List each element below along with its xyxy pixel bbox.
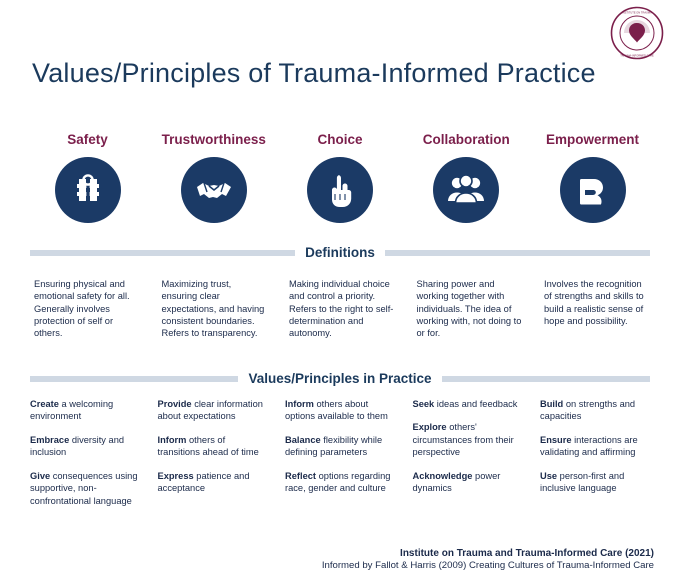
- group-people-icon: [445, 172, 487, 208]
- list-item: [30, 470, 140, 507]
- practice-rest: person-first and inclusive language: [540, 470, 625, 494]
- practice-lead: Provide: [157, 399, 192, 409]
- practice-rest: consequences using supportive, non-confrontational language: [30, 470, 138, 506]
- practice-lead: Balance: [285, 434, 321, 445]
- handshake-icon: [193, 169, 235, 211]
- list-item: [285, 398, 395, 423]
- principle-column-choice: [283, 132, 398, 223]
- practice-label: Values/Principles in Practice: [248, 371, 432, 386]
- life-vest-icon: [68, 170, 108, 210]
- practice-lead: Inform: [157, 434, 187, 445]
- practice-lead: Use: [540, 470, 558, 481]
- collaboration-icon-circle: [433, 157, 499, 223]
- column-title: Collaboration: [422, 132, 510, 147]
- divider-left: [30, 250, 295, 256]
- pointing-hand-icon: [322, 170, 358, 210]
- principle-column-empowerment: [535, 132, 650, 223]
- list-item: [413, 470, 523, 495]
- practice-lead: Explore: [412, 422, 447, 433]
- divider-left: [30, 376, 238, 382]
- practice-rest: ideas and feedback: [434, 399, 518, 409]
- definition-collaboration: Sharing power and working together with individuals. The idea of working with, not doing to or for.: [416, 279, 522, 339]
- practices-collaboration: [413, 398, 523, 518]
- definition-choice: Making individual choice and control a priority. Refers to the right to self-determination and autonomy.: [289, 279, 394, 339]
- practice-rest: others about options available to them: [285, 399, 388, 422]
- practices-safety: [30, 398, 140, 518]
- practices-empowerment: [540, 398, 650, 518]
- practice-rest: flexibility while defining parameters: [285, 434, 383, 458]
- definitions-section-bar: [30, 245, 650, 260]
- practices-trustworthiness: [158, 398, 268, 518]
- practice-rest: clear information about expectations: [157, 399, 263, 422]
- practice-lead: Inform: [285, 399, 314, 409]
- practice-rest: diversity and inclusion: [30, 434, 125, 458]
- page-title: Values/Principles of Trauma-Informed Practice: [32, 58, 596, 88]
- practice-rest: on strengths and capacities: [540, 399, 636, 422]
- footer-source: Institute on Trauma and Trauma-Informed Care (2021): [400, 548, 654, 559]
- practice-lead: Express: [157, 470, 194, 481]
- list-item: [413, 398, 523, 410]
- practice-rest: patience and acceptance: [157, 470, 250, 494]
- list-item: [540, 470, 650, 495]
- definition-trustworthiness: Maximizing trust, ensuring clear expectations, and having consistent boundaries. Refers to transparency.: [161, 279, 265, 339]
- practice-rest: options regarding race, gender and culture: [285, 470, 391, 494]
- principle-column-collaboration: [409, 132, 524, 223]
- practice-rest: a welcoming environment: [30, 399, 114, 422]
- institute-logo: [610, 6, 664, 60]
- principle-column-trustworthiness: [156, 132, 271, 223]
- safety-icon-circle: [55, 157, 121, 223]
- practice-lead: Seek: [412, 399, 435, 409]
- definition-empowerment: Involves the recognition of strengths and skills to build a realistic sense of hope and possibility.: [544, 279, 644, 326]
- practice-lead: Ensure: [540, 434, 572, 445]
- practice-lead: Reflect: [285, 470, 317, 481]
- practices-choice: [285, 398, 395, 518]
- divider-right: [385, 250, 650, 256]
- empowerment-icon-circle: [560, 157, 626, 223]
- list-item: [30, 434, 140, 459]
- practice-row: [30, 398, 650, 518]
- list-item: [30, 398, 140, 423]
- practice-lead: Create: [30, 399, 59, 409]
- footer-citation: [322, 548, 654, 571]
- list-item: [540, 398, 650, 423]
- practice-rest: power dynamics: [412, 470, 501, 494]
- list-item: [158, 398, 268, 423]
- list-item: [158, 434, 268, 459]
- definitions-label: Definitions: [305, 245, 375, 260]
- svg-text:INSTITUTE ON TRAUMA: INSTITUTE ON TRAUMA: [622, 11, 652, 15]
- principles-header-row: [30, 132, 650, 223]
- list-item: [158, 470, 268, 495]
- practice-rest: others' circumstances from their perspective: [412, 422, 514, 458]
- practice-rest: interactions are validating and affirming: [540, 434, 638, 458]
- column-title: Trustworthiness: [161, 132, 266, 147]
- flexed-arm-icon: [575, 170, 611, 210]
- column-title: Empowerment: [545, 132, 640, 147]
- svg-text:TRAUMA-INFORMED CARE: TRAUMA-INFORMED CARE: [620, 54, 654, 58]
- definitions-row: [30, 278, 650, 339]
- column-title: Safety: [67, 132, 108, 147]
- practice-lead: Build: [540, 399, 564, 409]
- list-item: [285, 470, 395, 495]
- practice-lead: Acknowledge: [412, 470, 473, 481]
- list-item: [540, 434, 650, 459]
- footer-reference: Informed by Fallot & Harris (2009) Creating Cultures of Trauma-Informed Care: [321, 560, 654, 571]
- practice-rest: others of transitions ahead of time: [157, 434, 259, 458]
- choice-icon-circle: [307, 157, 373, 223]
- principle-column-safety: [30, 132, 145, 223]
- list-item: [413, 421, 523, 458]
- practice-lead: Give: [30, 470, 51, 481]
- divider-right: [442, 376, 650, 382]
- practice-section-bar: [30, 371, 650, 386]
- column-title: Choice: [317, 132, 363, 147]
- list-item: [285, 434, 395, 459]
- practice-lead: Embrace: [30, 434, 70, 445]
- definition-safety: Ensuring physical and emotional safety for all. Generally involves protection of self or others.: [34, 279, 130, 339]
- trustworthiness-icon-circle: [181, 157, 247, 223]
